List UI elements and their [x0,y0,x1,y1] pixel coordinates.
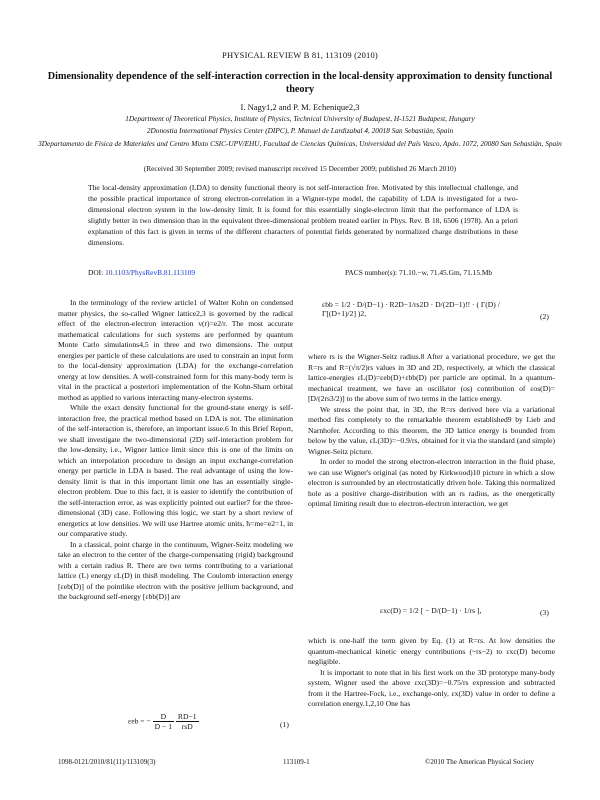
received-dates: (Received 30 September 2009; revised manuscript received 15 December 2009; published 26 March 2010) [143,164,457,173]
equation-3-number: (3) [540,608,549,617]
paragraph: where rs is the Wigner-Seitz radius.8 After a variational procedure, we get the R=rs and R=(√π/2)rs values in 3D and 2D, respectively, at which the classical lattice-energies εL(D)=εeb(D)+εbb(D) per particle are optimal. In a quantum-mechanical treatment, we have an oscillator (os) contribution of εos(D)=[D/(2rs3/2)] to the above sum of two terms in the lattice energy. [308,352,555,403]
paragraph: which is one-half the term given by Eq. (1) at R=rs. At low densities the quantum-mechanical kinetic energy contributions (~rs−2) to εxc(D) become negligible. [308,636,555,666]
equation-3: εxc(D) = 1/2 [ − D/(D−1) · 1/rs ], [380,606,482,615]
affiliation-2: 2Donostia International Physics Center (DIPC), P. Manuel de Lardizabal 4, 20018 San Sebastián, Spain [146,126,454,135]
abstract: The local-density approximation (LDA) to density functional theory is not self-interaction free. Motivated by this intellectual challenge, and the possible practical importance of strong electron-correlation in a Wigner-type model, the capability of LDA is investigated for a two-dimensional electron system in the low-density limit. It is found for this essentially single-electron limit that the performance of LDA is slightly better in two dimension than in the equivalent three-dimensional problem treated earlier in Phys. Rev. B 18, 6506 (1978). An a priori explanation of this fact is given in terms of the different characters of potential fields generated by normalized charge distributions in these dimensions. [88,183,518,247]
right-column-part-1 [308,352,555,510]
affiliation-3: 3Departamento de Física de Materiales and Centro Mixto CSIC-UPV/EHU, Facultad de Ciencias Químicas, Universidad del País Vasco, Apdo. 1072, 20080 San Sebastián, Spain [38,139,562,148]
doi-link[interactable]: 10.1103/PhysRevB.81.113109 [105,268,196,277]
equation-1-lhs: εeb = − [128,716,151,726]
paper-title: Dimensionality dependence of the self-interaction correction in the local-density approximation to density functional theory [47,71,553,95]
journal-header: PHYSICAL REVIEW B 81, 113109 (2010) [222,50,378,60]
equation-1 [128,712,199,731]
equation-2: εbb = 1/2 · D/(D−1) · R2D−1/rs2D · D/(2D−1)!! · ( Γ(D) / Γ[(D+1)/2] )2, [322,300,500,318]
paragraph: We stress the point that, in 3D, the R=rs derived here via a variational method fits completely to the remarkable theorem established9 by Lieb and Narnhofer. According to this theorem, the 3D lattice energy is bounded from below by the value, εL(3D)=−0.9/rs, obtained for it via the standard (and simple) Wigner-Seitz picture. [308,404,555,456]
doi-label: DOI: [88,268,104,277]
left-column [58,298,293,603]
footer-page-number: 113109-1 [283,758,310,766]
footer-issn: 1098-0121/2010/81(11)/113109(3) [58,758,156,766]
affiliation-1: 1Department of Theoretical Physics, Institute of Physics, Technical University of Budapest, H-1521 Budapest, Hungary [125,114,475,123]
equation-1-fraction: $\frac{D}{D - 1}$ [154,712,172,731]
paragraph: In a classical, point charge in the continuum, Wigner-Seitz modeling we take an electron to the center of the charge-compensating (rigid) background with a certain radius R. There are two terms contributing to a variational lattice (L) energy εL(D) in this8 modeling. The Coulomb interaction energy [εeb(D)] of the pointlike electron with the positive jellium background, and the background self-energy [εbb(D)] are [58,539,293,601]
paragraph: It is important to note that in his first work on the 3D prototype many-body system, Wigner used the above εxc(3D)=−0.75/rs expression and subtracted from it the Hartree-Fock, i.e., exchange-only, εx(3D) value in order to define a correlation energy.1,2,10 One has [308,667,555,708]
paragraph: In order to model the strong electron-electron interaction in the fluid phase, we can use Wigner's original (as noted by Kirkwood)10 picture in which a slow electron is surrounded by an electrostatically driven hole. Taking this normalized hole as a positive charge-distribution with an rs radius, as the energetically optimal limiting result due to electron-electron interaction, we get [308,457,555,508]
paragraph: In the terminology of the review article1 of Walter Kohn on condensed matter physics, the so-called Wigner lattice2,3 is governed by the radical effect of the electron-electron interaction v(r)=e2/r. The most accurate mathematical calculations for such systems are performed by quantum Monte Carlo simulations4,5 in three and two dimensions. The output energies per particle of these calculations are used to constrain an input form to the local-density approximation (LDA) for the exchange-correlation energy at low densities. A well-constrained form for this many-body term is vital in the practical a posteriori implementation of the Kohn-Sham orbital method as applied to various interacting many-electron systems. [58,298,293,402]
authors: I. Nagy1,2 and P. M. Echenique2,3 [240,102,360,112]
doi-line [88,268,195,277]
equation-2-number: (2) [540,312,549,321]
pacs-numbers: PACS number(s): 71.10.−w, 71.45.Gm, 71.15.Mb [345,268,493,277]
paragraph: While the exact density functional for the ground-state energy is self-interaction free, the practical method based on LDA is not. The elimination of the self-interaction is, therefore, an important issue.6 In this Brief Report, we shall investigate the two-dimensional (2D) self-interaction problem for the low-density, i.e., Wigner lattice limit since this is one of the limits on which an interpolation procedure to design an input exchange-correlation energy per particle in LDA is based. The real advantage of using the low-density limit is that in this important limit one has an essentially single-electron problem. Due to this fact, it is easier to identify the contribution of the self-interaction error, as was explicitly pointed out earlier7 for the three-dimensional (3D) case. Following this logic, we start by a short review of energetics at low densities. We will use Hartree atomic units, ħ=me=e2=1, in our comparative study. [58,403,293,538]
right-column-part-2 [308,636,555,710]
equation-1-fraction-2: $\frac{RD-1}{\text{rsD}}$ [177,712,197,731]
footer-copyright: ©2010 The American Physical Society [425,758,535,766]
equation-1-number: (1) [280,720,289,729]
